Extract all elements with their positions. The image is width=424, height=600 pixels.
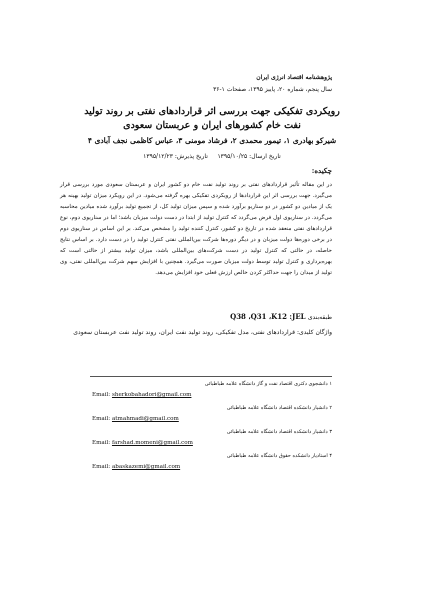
author-list: شیرکو بهادری ۱، تیمور محمدی ۲، فرشاد مومنی ۳، عباس کاظمی نجف آبادی ۴	[87, 136, 337, 145]
paper-title	[70, 105, 354, 133]
submission-dates	[70, 153, 354, 161]
footnote-affiliation-2: ۲ دانشیار دانشکده اقتصاد دانشگاه علامه طباطبائی	[226, 405, 332, 411]
journal-name: پژوهشنامه اقتصاد انرژی ایران	[256, 74, 332, 81]
accepted-date: تاریخ پذیرش: ۱۳۹۵/۱۲/۲۳	[143, 153, 208, 160]
email-link[interactable]: abaskazemi@gmail.com	[111, 464, 181, 470]
footnote-email-4	[92, 463, 180, 471]
keywords-text: قراردادهای نفتی، مدل تفکیکی، روند تولید نفت ایران، روند تولید نفت عربستان سعودی	[73, 329, 296, 336]
footnote-email-1	[92, 391, 191, 399]
jel-codes: Q38 ،Q31 ،K12 :JEL	[230, 312, 306, 321]
footnote-affiliation-1: ۱ دانشجوی دکتری اقتصاد نفت و گاز دانشگاه علامه طباطبائی	[204, 381, 332, 387]
jel-label: طبقه‌بندی	[307, 314, 332, 321]
received-date: تاریخ ارسال: ۱۳۹۵/۱۰/۲۵	[217, 153, 281, 160]
email-link[interactable]: atmahmadi@gmail.com	[111, 416, 179, 422]
email-label: Email:	[92, 464, 111, 470]
email-label: Email:	[92, 440, 111, 446]
footnote-affiliation-4: ۴ استادیار دانشکده حقوق دانشگاه علامه طباطبائی	[226, 453, 332, 459]
footnote-email-3	[92, 439, 193, 447]
title-line-2: نفت خام کشورهای ایران و عربستان سعودی	[123, 120, 301, 131]
email-link[interactable]: sherkobahadori@gmail.com	[111, 392, 192, 398]
abstract-heading: چکیده:	[311, 166, 332, 175]
email-label: Email:	[92, 392, 111, 398]
abstract-body: در این مقاله تأثیر قراردادهای نفتی بر روند تولید نفت خام دو کشور ایران و عربستان سعودی مورد بررسی قرار می‌گیرد. جهت بررسی اثر این قراردادها از رویکردی تفکیکی بهره گرفته می‌شود. در این رویکرد میزان تولید بهینه هر یک از میادین دو کشور در دو سناریو برآورد شده و سپس میزان تولید کل، از تجمیع تولید برآورد شده میادین محاسبه می‌گردد. در سناریوی اول فرض می‌گردد که کنترل تولید از ابتدا در دست دولت میزبان باشد؛ اما در سناریوی دوم، نوع قراردادهای نفتی منعقد شده در تاریخ دو کشور، کنترل کننده تولید را مشخص می‌کند. بر این اساس در سناریوی دوم در برخی دوره‌ها دولت میزبان و در دیگر دوره‌ها شرکت بین‌المللی نفتی کنترل تولید را در دست دارد. بر اساس نتایج حاصله، در حالتی که کنترل تولید در دست شرکت‌های بین‌المللی باشد، میزان تولید بیشتر از حالتی است که بهره‌برداری و کنترل تولید توسط دولت میزبان صورت می‌گیرد. همچنین با افزایش سهم شرکت بین‌المللی نفتی، وی تولید از میدان را جهت حداکثر کردن خالص ارزش فعلی خود افزایش می‌دهد.	[60, 182, 332, 276]
keywords-label: واژگان کلیدی:	[297, 329, 332, 336]
jel-classification	[60, 312, 332, 323]
footnote-divider	[90, 376, 332, 377]
email-link[interactable]: farshad.momeni@gmail.com	[111, 440, 193, 446]
keywords	[60, 326, 332, 339]
email-label: Email:	[92, 416, 111, 422]
title-line-1: رویکردی تفکیکی جهت بررسی اثر قراردادهای نفتی بر روند تولید	[84, 106, 340, 117]
issue-info: سال پنجم، شماره ۲۰، پاییز ۱۳۹۵، صفحات ۱-۳۶	[213, 86, 332, 93]
footnote-affiliation-3: ۳ دانشیار دانشکده اقتصاد دانشگاه علامه طباطبائی	[226, 429, 332, 435]
footnote-email-2	[92, 415, 179, 423]
